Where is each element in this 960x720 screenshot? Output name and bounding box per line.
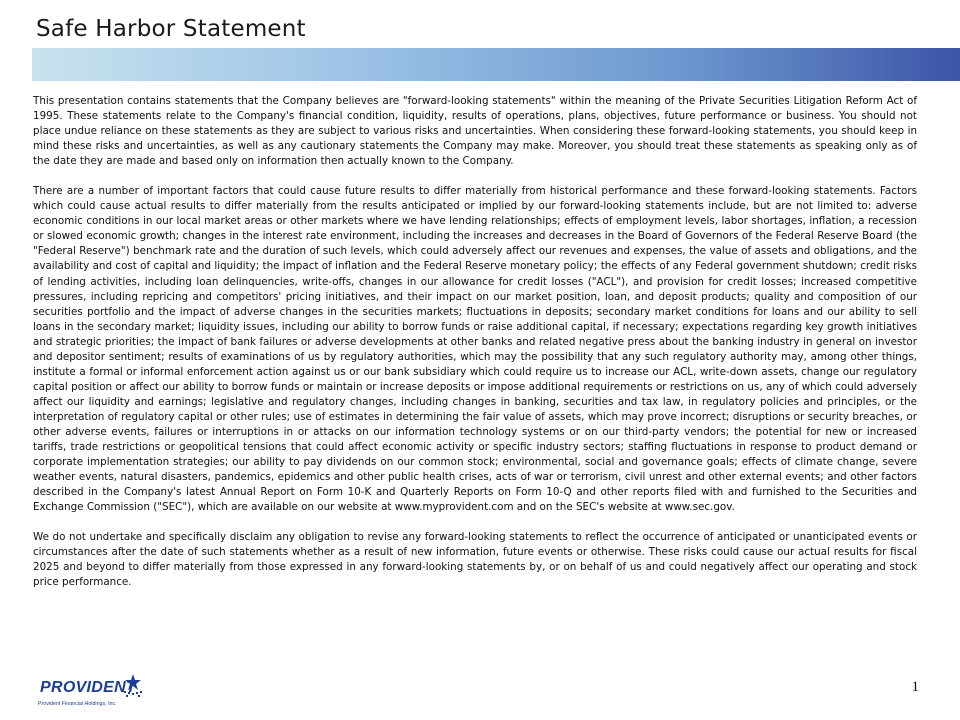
paragraph-risk-factors: There are a number of important factors that could cause future results to differ materially from historical performance and these forward-looking statements. Factors which could cause actual results to differ materially from the results anticipated or implied by our forward-looking statements include, but are not limited to: adverse economic conditions in our local market areas or other markets where we have lending relationships; effects of employment levels, labor shortages, inflation, a recession or slowed economic growth; changes in the interest rate environment, including the increases and decreases in the Board of Governors of the Federal Reserve Board (the "Federal Reserve") benchmark rate and the duration of such levels, which could adversely affect our revenues and expenses, the value of assets and obligations, and the availability and cost of capital and liquidity; the impact of inflation and the Federal Reserve monetary policy; the effects of any Federal government shutdown; credit risks of lending activities, including loan delinquencies, write-offs, changes in our allowance for credit losses ("ACL"), and provision for credit losses; increased competitive pressures, including repricing and competitors' pricing initiatives, and their impact on our market position, loan, and deposit products; quality and composition of our securities portfolio and the impact of adverse changes in the securities markets; fluctuations in deposits; secondary market conditions for loans and our ability to sell loans in the secondary market; liquidity issues, including our ability to borrow funds or raise additional capital, if necessary; expectations regarding key growth initiatives and strategic priorities; the impact of bank failures or adverse developments at other banks and related negative press about the banking industry in general on investor and depositor sentiment; results of examinations of us by regulatory authorities, which may the possibility that any such regulatory authority may, among other things, institute a formal or informal enforcement action against us or our bank subsidiary which could require us to increase our ACL, write-down assets, change our regulatory capital position or affect our ability to borrow funds or maintain or increase deposits or impose additional requirements or restrictions on us, any of which could adversely affect our liquidity and earnings; legislative and regulatory changes, including changes in banking, securities and tax law, in regulatory policies and principles, or the interpretation of regulatory capital or other rules; use of estimates in determining the fair value of assets, which may prove incorrect; disruptions or security breaches, or other adverse events, failures or interruptions in or attacks on our information technology systems or on our third-party vendors; the potential for new or increased tariffs, trade restrictions or geopolitical tensions that could affect economic activity or specific industry sectors; staffing fluctuations in response to product demand or corporate implementation strategies; our ability to pay dividends on our common stock; environmental, social and governance goals; effects of climate change, severe weather events, natural disasters, pandemics, epidemics and other public health crises, acts of war or terrorism, civil unrest and other external events; and other factors described in the Company's latest Annual Report on Form 10-K and Quarterly Reports on Form 10-Q and other reports filed with and furnished to the Securities and Exchange Commission ("SEC"), which are available on our website at www.myprovident.com and on the SEC's website at www.sec.gov. — [33, 185, 917, 514]
disclaimer-body — [33, 94, 917, 590]
header-banner — [32, 48, 960, 81]
page-title: Safe Harbor Statement — [36, 16, 306, 42]
paragraph-intro: This presentation contains statements that the Company believes are "forward-looking statements" within the meaning of the Private Securities Litigation Reform Act of 1995. These statements relate to the Company's financial condition, liquidity, results of operations, plans, objectives, future performance or business. You should not place undue reliance on these statements as they are subject to various risks and uncertainties. When considering these forward-looking statements, you should keep in mind these risks and uncertainties, as well as any cautionary statements the Company may make. Moreover, you should treat these statements as speaking only as of the date they are made and based only on information then actually known to the Company. — [33, 95, 917, 168]
logo-wordmark: PROVIDENT — [40, 679, 137, 696]
company-logo — [34, 672, 154, 716]
page-number: 1 — [911, 679, 919, 695]
paragraph-no-obligation: We do not undertake and specifically disclaim any obligation to revise any forward-looking statements to reflect the occurrence of anticipated or unanticipated events or circumstances after the date of such statements whether as a result of new information, future events or otherwise. These risks could cause our actual results for fiscal 2025 and beyond to differ materially from those expressed in any forward-looking statements by, or on behalf of us and could negatively affect our operating and stock price performance. — [33, 531, 917, 589]
logo-subtitle: Provident Financial Holdings, Inc. — [38, 701, 117, 707]
